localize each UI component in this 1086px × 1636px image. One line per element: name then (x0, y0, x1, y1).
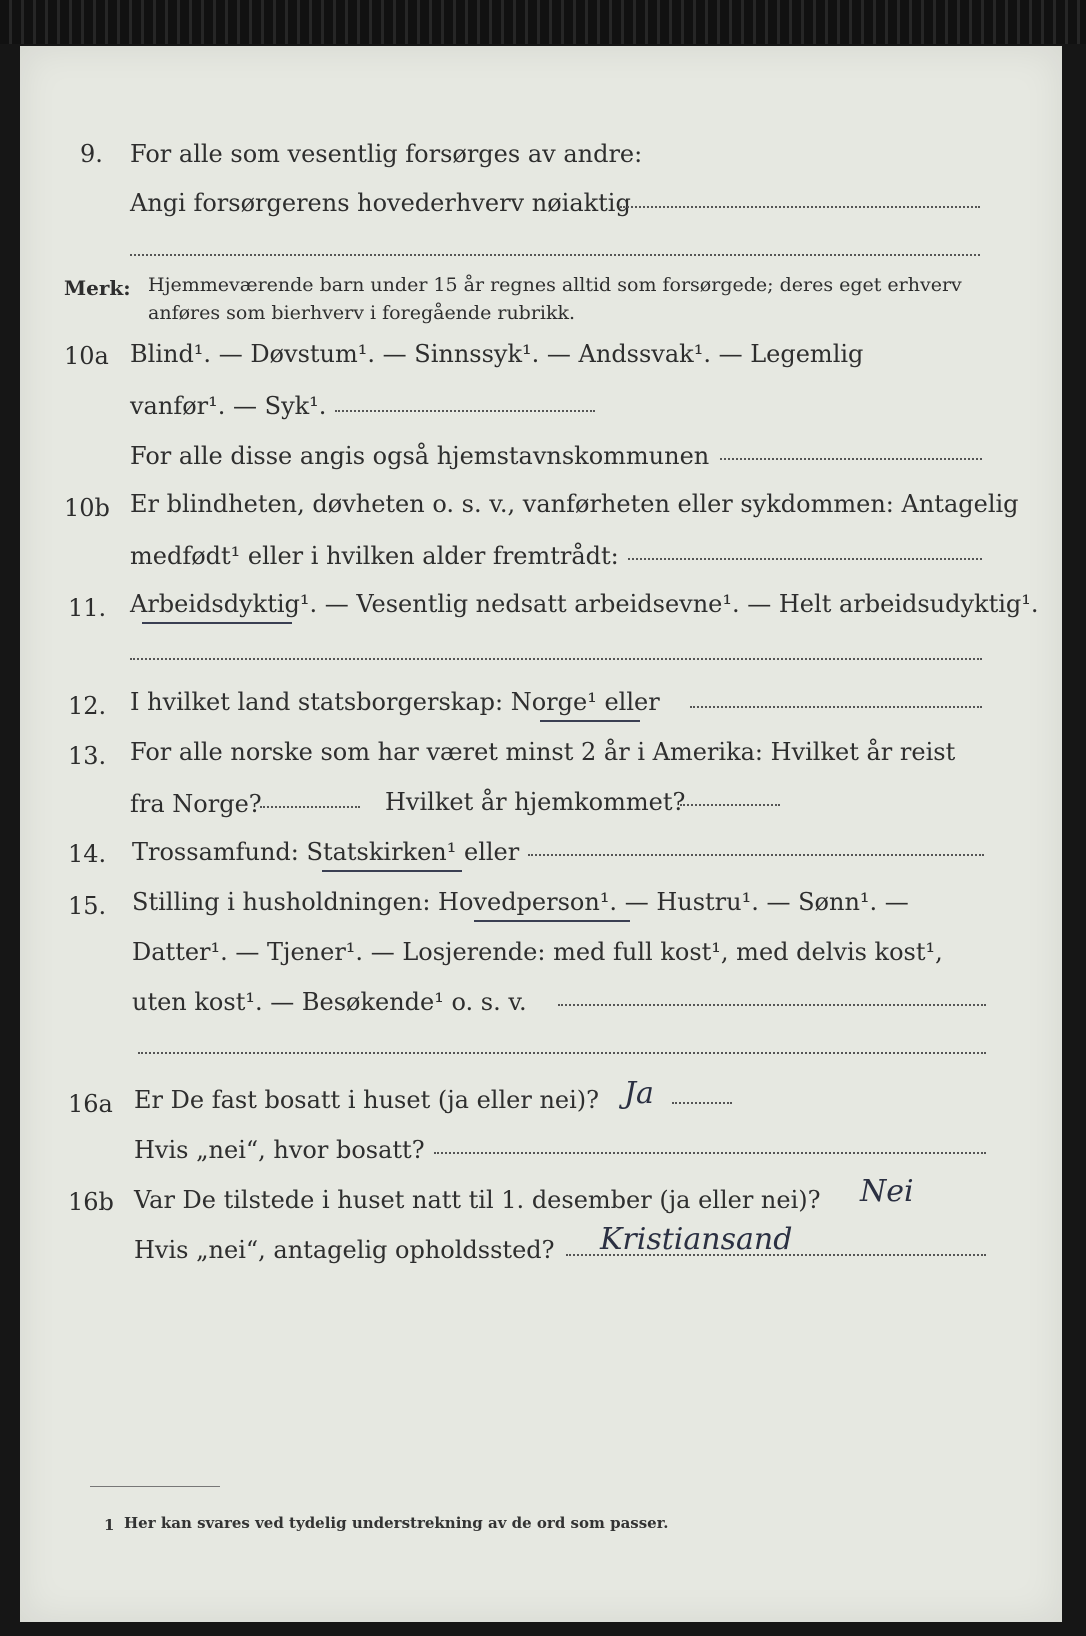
q16b-handwritten-answer: Nei (860, 1174, 914, 1209)
q14-handwritten-underline (322, 870, 462, 872)
q16b-number: 16b (68, 1188, 114, 1216)
q15-number: 15. (68, 892, 107, 920)
q12-number: 12. (68, 692, 107, 720)
q16a-answer-line[interactable] (672, 1102, 732, 1104)
q11-line1: Arbeidsdyktig¹. — Vesentlig nedsatt arbeidsevne¹. — Helt arbeidsudyktig¹. (130, 590, 1039, 618)
merk-line1: Hjemmeværende barn under 15 år regnes alltid som forsørgede; deres eget erhverv (148, 274, 962, 296)
q11-number: 11. (68, 594, 107, 622)
q14-line1: Trossamfund: Statskirken¹ eller (132, 838, 520, 866)
q10b-number: 10b (64, 494, 110, 522)
q16a-handwritten-answer: Ja (624, 1076, 654, 1111)
q10a-hjemstavn-line[interactable] (720, 458, 982, 460)
q16b-answer-line[interactable] (566, 1254, 986, 1256)
q12-line1: I hvilket land statsborgerskap: Norge¹ eller (130, 688, 660, 716)
q16a-line1: Er De fast bosatt i huset (ja eller nei)? (134, 1086, 600, 1114)
q12-answer-line[interactable] (690, 706, 982, 708)
q16a-bosatt-line[interactable] (434, 1152, 986, 1154)
q16b-handwritten-opholdssted: Kristiansand (600, 1222, 793, 1257)
q15-line2: Datter¹. — Tjener¹. — Losjerende: med full kost¹, med delvis kost¹, (132, 938, 943, 966)
q13-line2b: Hvilket år hjemkommet? (385, 788, 686, 816)
q16b-line1: Var De tilstede i huset natt til 1. desember (ja eller nei)? (134, 1186, 821, 1214)
q13-hjemkommet-line[interactable] (680, 804, 780, 806)
q14-number: 14. (68, 840, 107, 868)
q10a-line3: For alle disse angis også hjemstavnskommunen (130, 442, 710, 470)
merk-label: Merk: (64, 276, 131, 300)
footnote-text: Her kan svares ved tydelig understrekning av de ord som passer. (124, 1514, 669, 1532)
q16a-number: 16a (68, 1090, 113, 1118)
census-form-page (20, 46, 1062, 1622)
q15-answer-line[interactable] (558, 1004, 986, 1006)
q15-answer-line-2[interactable] (138, 1052, 986, 1054)
q16a-line2: Hvis „nei“, hvor bosatt? (134, 1136, 425, 1164)
q10a-line1: Blind¹. — Døvstum¹. — Sinnssyk¹. — Andssvak¹. — Legemlig (130, 340, 864, 368)
q15-line3: uten kost¹. — Besøkende¹ o. s. v. (132, 988, 527, 1016)
q9-answer-line-2[interactable] (130, 254, 980, 256)
q11-answer-line[interactable] (130, 658, 982, 660)
q9-number: 9. (80, 140, 103, 168)
q13-reist-line[interactable] (260, 806, 360, 808)
q10a-line2: vanfør¹. — Syk¹. (130, 392, 327, 420)
q9-line1: For alle som vesentlig forsørges av andre: (130, 140, 643, 168)
q16b-line2: Hvis „nei“, antagelig opholdssted? (134, 1236, 555, 1264)
q13-line2a: fra Norge? (130, 790, 262, 818)
q9-line2: Angi forsørgerens hovederhverv nøiaktig (130, 189, 631, 217)
q10b-answer-line[interactable] (628, 558, 982, 560)
q14-answer-line[interactable] (528, 854, 984, 856)
scan-edge (0, 0, 1086, 44)
q10a-number: 10a (64, 342, 109, 370)
footnote-mark: 1 (104, 1516, 115, 1534)
q13-number: 13. (68, 742, 107, 770)
q10a-answer-line[interactable] (335, 410, 595, 412)
q10b-line2: medfødt¹ eller i hvilken alder fremtrådt: (130, 542, 619, 570)
q13-line1: For alle norske som har været minst 2 år i Amerika: Hvilket år reist (130, 738, 956, 766)
q11-handwritten-underline (142, 622, 292, 624)
merk-line2: anføres som bierhverv i foregående rubrikk. (148, 302, 576, 324)
q9-answer-line[interactable] (620, 206, 980, 208)
q15-handwritten-underline (474, 920, 630, 922)
q12-handwritten-underline (540, 720, 640, 722)
q10b-line1: Er blindheten, døvheten o. s. v., vanførheten eller sykdommen: Antagelig (130, 490, 1019, 518)
footnote-rule (90, 1486, 220, 1487)
q15-line1: Stilling i husholdningen: Hovedperson¹. — Hustru¹. — Sønn¹. — (132, 888, 909, 916)
